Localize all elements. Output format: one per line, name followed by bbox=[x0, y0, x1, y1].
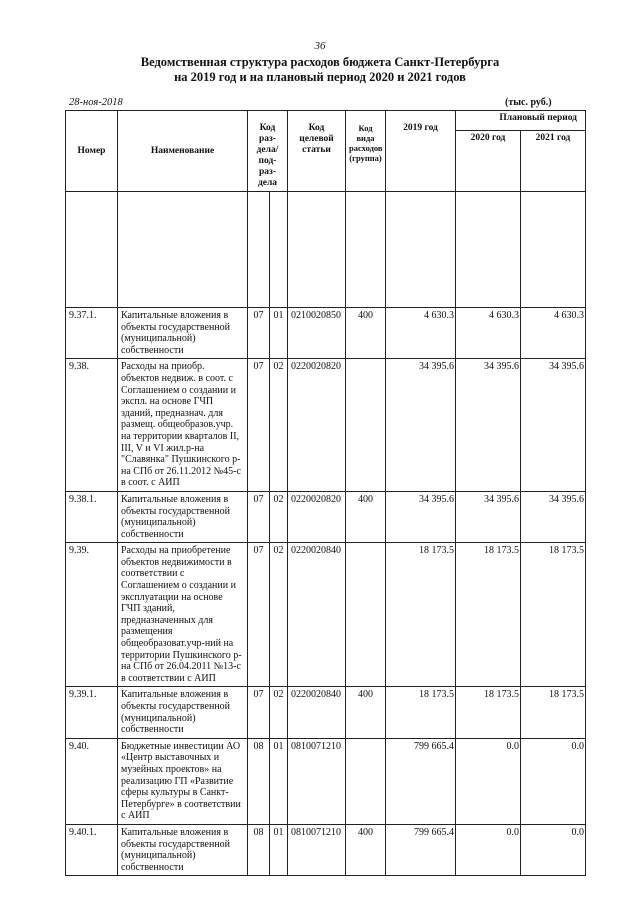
row-type: 400 bbox=[346, 308, 386, 359]
title-line-2: на 2019 год и на плановый период 2020 и 2021 годов bbox=[174, 70, 466, 84]
row-type: 400 bbox=[346, 824, 386, 875]
row-2021: 0.0 bbox=[521, 738, 586, 824]
row-2020: 18 173.5 bbox=[456, 687, 521, 738]
row-2019: 4 630.3 bbox=[386, 308, 456, 359]
row-name: Капитальные вложения в объекты государственной (муниципальной) собственности bbox=[118, 308, 248, 359]
row-type bbox=[346, 543, 386, 687]
row-2019: 799 665.4 bbox=[386, 738, 456, 824]
row-target: 0220020840 bbox=[288, 543, 346, 687]
row-subsection: 02 bbox=[270, 687, 288, 738]
row-section: 07 bbox=[248, 308, 270, 359]
row-name: Капитальные вложения в объекты государственной (муниципальной) собственности bbox=[118, 824, 248, 875]
row-subsection: 02 bbox=[270, 543, 288, 687]
row-name: Расходы на приобр. объектов недвиж. в соот. с Соглашением о создании и экспл. на основе ГЧП зданий, предназнач. для размещ. общеобразов.учр. на территории кварталов II, III, V и VI жил.р-на "Славянка" Пушкинского р-на СПб от 26.11.2012 №45-с в соот. с АИП bbox=[118, 359, 248, 492]
row-type: 400 bbox=[346, 687, 386, 738]
row-2020: 34 395.6 bbox=[456, 491, 521, 542]
row-section: 07 bbox=[248, 491, 270, 542]
row-name: Капитальные вложения в объекты государственной (муниципальной) собственности bbox=[118, 491, 248, 542]
spacer-row bbox=[66, 192, 586, 308]
table-row bbox=[66, 491, 586, 542]
row-section: 07 bbox=[248, 359, 270, 492]
row-2021: 4 630.3 bbox=[521, 308, 586, 359]
row-subsection: 01 bbox=[270, 738, 288, 824]
table-row bbox=[66, 738, 586, 824]
row-number: 9.38.1. bbox=[66, 491, 118, 542]
header-number: Номер bbox=[66, 111, 118, 192]
row-number: 9.39. bbox=[66, 543, 118, 687]
document-title bbox=[0, 55, 640, 85]
row-2019: 34 395.6 bbox=[386, 491, 456, 542]
report-date: 28-ноя-2018 bbox=[69, 97, 123, 108]
table-row bbox=[66, 824, 586, 875]
table-row bbox=[66, 359, 586, 492]
row-target: 0220020820 bbox=[288, 491, 346, 542]
header-2021: 2021 год bbox=[521, 131, 586, 192]
row-2021: 18 173.5 bbox=[521, 687, 586, 738]
row-type: 400 bbox=[346, 491, 386, 542]
units-label: (тыс. руб.) bbox=[505, 97, 552, 108]
row-target: 0810071210 bbox=[288, 824, 346, 875]
row-2020: 0.0 bbox=[456, 738, 521, 824]
header-name: Наименование bbox=[118, 111, 248, 192]
page-number: 36 bbox=[314, 40, 326, 52]
row-2020: 0.0 bbox=[456, 824, 521, 875]
row-2020: 4 630.3 bbox=[456, 308, 521, 359]
row-target: 0220020840 bbox=[288, 687, 346, 738]
row-2019: 18 173.5 bbox=[386, 687, 456, 738]
header-2020: 2020 год bbox=[456, 131, 521, 192]
row-number: 9.40.1. bbox=[66, 824, 118, 875]
row-name: Бюджетные инвестиции АО «Центр выставочных и музейных проектов» на реализацию ГП «Развитие сферы культуры в Санкт-Петербурге» в соответствии с АИП bbox=[118, 738, 248, 824]
row-name: Расходы на приобретение объектов недвижимости в соответствии с Соглашением о создании и эксплуатации на основе ГЧП зданий, предназначенных для размещения общеобразоват.учр-ний на территории Пушкинского р-на СПб от 26.04.2011 №13-с в соответствии с АИП bbox=[118, 543, 248, 687]
row-subsection: 02 bbox=[270, 359, 288, 492]
row-target: 0810071210 bbox=[288, 738, 346, 824]
table-row bbox=[66, 687, 586, 738]
row-target: 0210020850 bbox=[288, 308, 346, 359]
row-2020: 34 395.6 bbox=[456, 359, 521, 492]
header-2019: 2019 год bbox=[386, 111, 456, 192]
budget-table bbox=[65, 110, 586, 876]
row-section: 08 bbox=[248, 824, 270, 875]
row-2019: 799 665.4 bbox=[386, 824, 456, 875]
title-line-1: Ведомственная структура расходов бюджета Санкт-Петербурга bbox=[140, 55, 500, 69]
row-number: 9.37.1. bbox=[66, 308, 118, 359]
row-section: 08 bbox=[248, 738, 270, 824]
row-2019: 34 395.6 bbox=[386, 359, 456, 492]
row-2021: 18 173.5 bbox=[521, 543, 586, 687]
row-section: 07 bbox=[248, 543, 270, 687]
table-row bbox=[66, 308, 586, 359]
row-2020: 18 173.5 bbox=[456, 543, 521, 687]
row-2019: 18 173.5 bbox=[386, 543, 456, 687]
header-target-code: Код целевой статьи bbox=[288, 111, 346, 192]
row-subsection: 02 bbox=[270, 491, 288, 542]
table-row bbox=[66, 543, 586, 687]
header-expense-type-code: Код вида расходов (группа) bbox=[346, 111, 386, 192]
row-type bbox=[346, 738, 386, 824]
row-number: 9.39.1. bbox=[66, 687, 118, 738]
row-2021: 34 395.6 bbox=[521, 359, 586, 492]
row-type bbox=[346, 359, 386, 492]
row-subsection: 01 bbox=[270, 824, 288, 875]
header-section-code: Код раз- дела/ под- раз- дела bbox=[248, 111, 288, 192]
row-subsection: 01 bbox=[270, 308, 288, 359]
row-target: 0220020820 bbox=[288, 359, 346, 492]
header-planned-period: Плановый период bbox=[456, 111, 586, 131]
row-2021: 0.0 bbox=[521, 824, 586, 875]
row-section: 07 bbox=[248, 687, 270, 738]
row-name: Капитальные вложения в объекты государственной (муниципальной) собственности bbox=[118, 687, 248, 738]
row-number: 9.40. bbox=[66, 738, 118, 824]
row-2021: 34 395.6 bbox=[521, 491, 586, 542]
header-row bbox=[66, 111, 586, 131]
row-number: 9.38. bbox=[66, 359, 118, 492]
